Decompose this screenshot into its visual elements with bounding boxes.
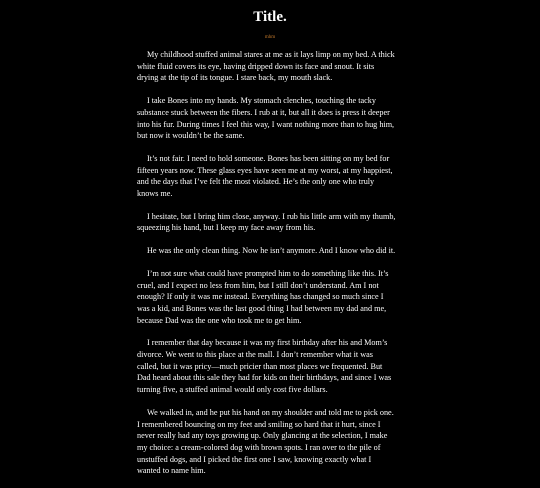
story-paragraph: [137, 211, 405, 234]
paragraph-line: was a kid, and Bones was the last good thing I had between my dad and me,: [137, 303, 387, 313]
paragraph-line: I remember that day because it was my first birthday after his and Mom’s: [147, 338, 388, 348]
story-paragraph: [137, 153, 405, 200]
story-paragraph: [137, 268, 405, 327]
paragraph-line: but now it wouldn’t be the same.: [137, 131, 245, 141]
paragraph-line: white fluid covers its eye, having dripped down its face and snout. It sits: [137, 61, 375, 71]
paragraph-line: never really had any toys growing up. Only glancing at the selection, I make: [137, 431, 388, 441]
paragraph-line: enough? If only it was me instead. Everything has changed so much since I: [137, 292, 384, 302]
paragraph-line: fifteen years now. These glass eyes have seen me at my worst, at my happiest,: [137, 165, 393, 175]
paragraph-line: I’m not sure what could have prompted him to do something like this. It’s: [147, 268, 389, 278]
paragraph-line: drying at the tip of its tongue. I stare back, my mouth slack.: [137, 73, 333, 83]
paragraph-line: into his fur. During times I feel this way, I want nothing more than to hug him,: [137, 119, 395, 129]
story-paragraph: [137, 407, 405, 477]
paragraph-line: He was the only clean thing. Now he isn’t anymore. And I know who did it.: [147, 246, 396, 256]
story-paragraph: [137, 337, 405, 396]
story-paragraph: [137, 95, 405, 142]
paragraph-line: I remembered bouncing on my feet and smiling so hard that it hurt, since I: [137, 419, 381, 429]
paragraph-line: squeezing his hand, but I keep my face away from his.: [137, 223, 316, 233]
paragraph-line: Dad heard about this sale they had for kids on their birthdays, and since I was: [137, 373, 392, 383]
story-title: Title.: [253, 9, 287, 25]
paragraph-line: My childhood stuffed animal stares at me as it lays limp on my bed. A thick: [147, 50, 395, 59]
paragraph-line: and the days that I’ve felt the most violated. He’s the only one who truly: [137, 177, 375, 187]
paragraph-line: cruel, and I expect no less from him, but I still don’t understand. Am I not: [137, 280, 379, 290]
paragraph-line: my choice: a cream-colored dog with brown spots. I ran over to the pile of: [137, 442, 381, 452]
story-paragraph: [137, 49, 405, 84]
paragraph-line: called, but it was pricy—much pricier than most places we frequented. But: [137, 361, 383, 371]
paragraph-line: turning five, a stuffed animal would only cost five dollars.: [137, 385, 328, 395]
paragraph-line: because Dad was the one who took me to get him.: [137, 315, 302, 325]
paragraph-line: I take Bones into my hands. My stomach clenches, touching the tacky: [147, 96, 376, 106]
author-byline: mhm: [264, 35, 276, 40]
paragraph-line: knows me.: [137, 189, 173, 199]
paragraph-line: substance stuck between the fibers. I rub at it, but all it does is press it deeper: [137, 107, 390, 117]
story-paragraph: [137, 245, 405, 257]
paragraph-line: unstuffed dogs, and I picked the first one I saw, knowing exactly what I: [137, 454, 372, 464]
paragraph-line: divorce. We went to this place at the mall. I don’t remember what it was: [137, 350, 373, 360]
paragraph-line: I hesitate, but I bring him close, anyway. I rub his little arm with my thumb,: [147, 211, 396, 221]
story-body: [137, 49, 405, 488]
paragraph-line: We walked in, and he put his hand on my shoulder and told me to pick one.: [147, 407, 394, 417]
paragraph-line: It’s not fair. I need to hold someone. Bones has been sitting on my bed for: [147, 153, 390, 163]
paragraph-line: wanted to name him.: [137, 466, 206, 476]
